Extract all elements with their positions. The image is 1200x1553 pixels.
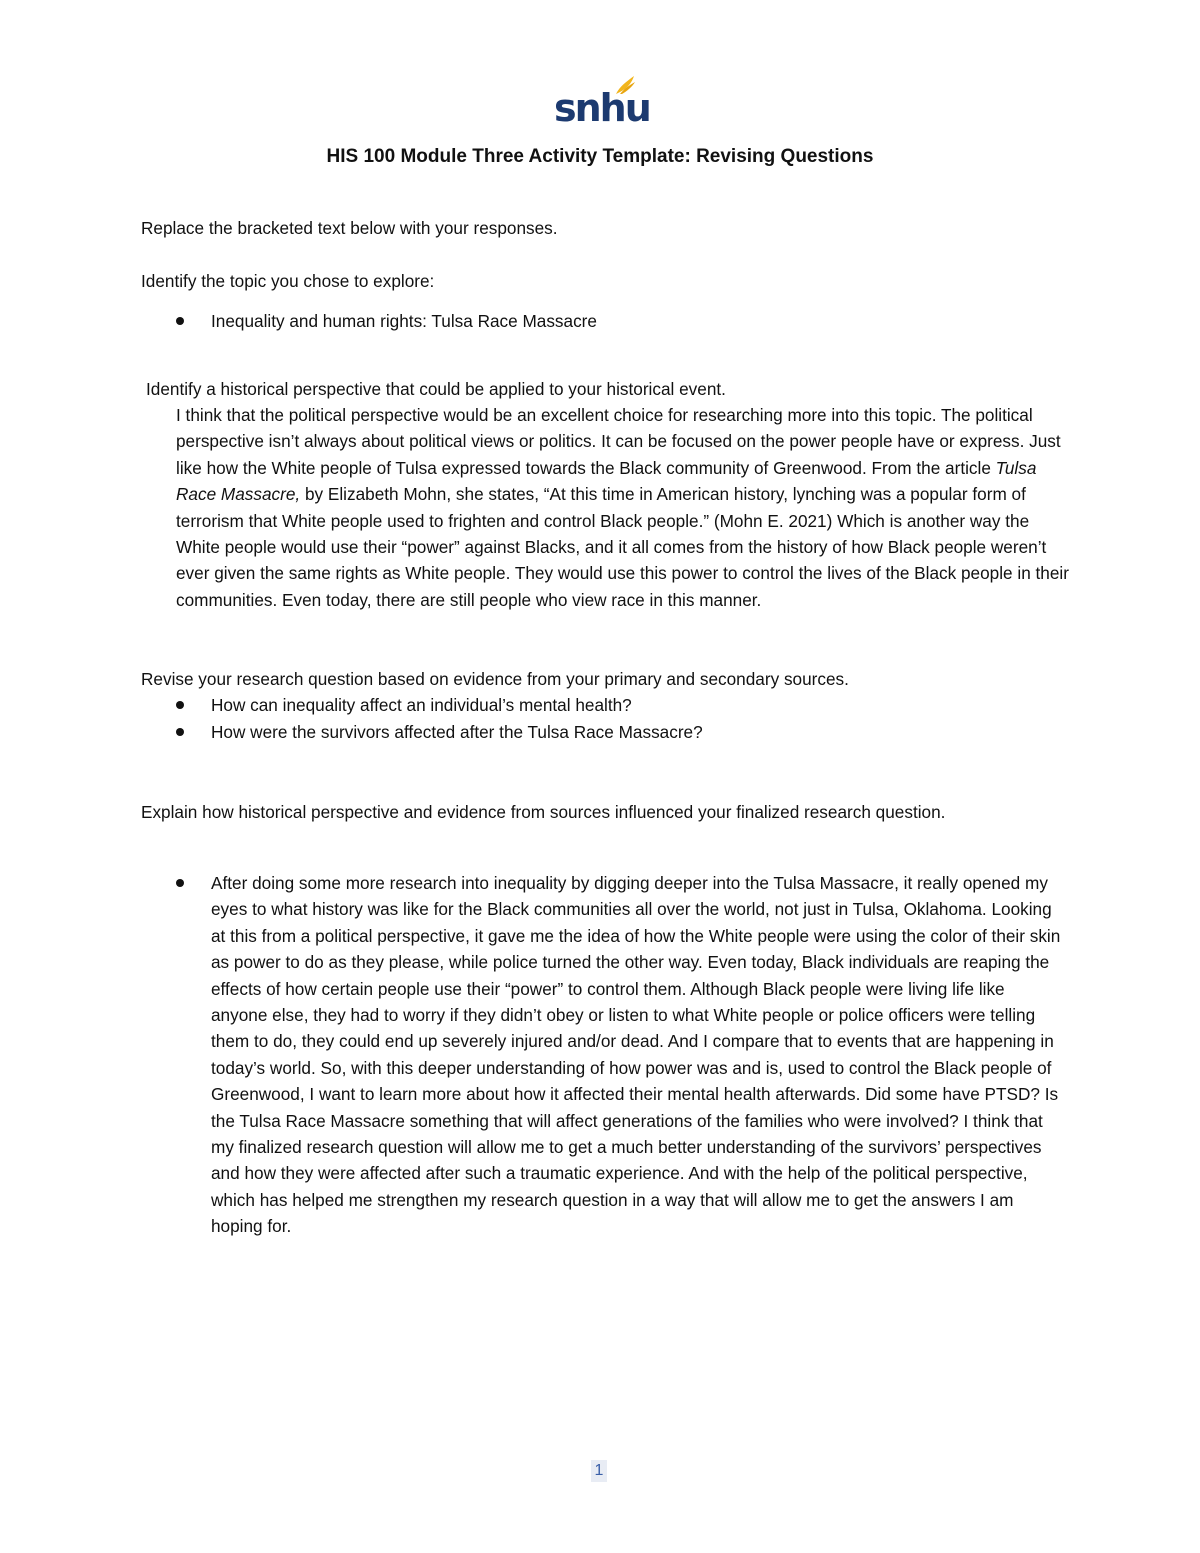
- topic-bullet: Inequality and human rights: Tulsa Race Massacre: [211, 311, 597, 331]
- article-title: Tulsa Race Massacre,: [176, 457, 1037, 505]
- revise-bullet-1: How can inequality affect an individual’s mental health?: [211, 695, 632, 715]
- perspective-prompt: Identify a historical perspective that could be applied to your historical event.: [146, 379, 726, 399]
- bullet-dot: [176, 317, 184, 325]
- perspective-response: [176, 402, 1076, 613]
- bullet-dot: [176, 728, 184, 736]
- perspective-response-text-1: I think that the political perspective would be an excellent choice for researching more into this topic. The political perspective isn’t always about political views or politics. It can be focused on the power people have or express. Just like how the White people of Tulsa expressed towards the Black community of Greenwood. From the article: [176, 405, 1061, 478]
- revise-prompt: Revise your research question based on evidence from your primary and secondary sources.: [141, 669, 849, 689]
- instruction-text: Replace the bracketed text below with your responses.: [141, 218, 558, 238]
- snhu-logo: [554, 72, 650, 132]
- explain-prompt: Explain how historical perspective and evidence from sources influenced your finalized research question.: [141, 802, 946, 822]
- revise-bullet-2: How were the survivors affected after the Tulsa Race Massacre?: [211, 722, 703, 742]
- explain-bullet: After doing some more research into inequality by digging deeper into the Tulsa Massacre, it really opened my eyes to what history was like for the Black communities all over the world, not just in Tulsa, Oklahoma. Looking at this from a political perspective, it gave me the idea of how the White people were using the color of their skin as power to do as they please, while police turned the other way. Even today, Black individuals are reaping the effects of how certain people use their “power” to control them. Although Black people were living life like anyone else, they had to worry if they didn’t obey or listen to what White people or police officers were telling them to do, they could end up severely injured and/or dead. And I compare that to events that are happening in today’s world. So, with this deeper understanding of how power was and is, used to control the Black people of Greenwood, I want to learn more about how it affected their mental health afterwards. Did some have PTSD? Is the Tulsa Race Massacre something that will affect generations of the families who were involved? I think that my finalized research question will allow me to get a much better understanding of the survivors’ perspectives and how they were affected after such a traumatic experience. And with the help of the political perspective, which has helped me strengthen my research question in a way that will allow me to get the answers I am hoping for.: [211, 873, 1061, 1237]
- page-number: 1: [591, 1460, 607, 1482]
- topic-prompt: Identify the topic you chose to explore:: [141, 271, 435, 291]
- bullet-dot: [176, 701, 184, 709]
- document-title: HIS 100 Module Three Activity Template: Revising Questions: [326, 146, 874, 167]
- bullet-dot: [176, 879, 184, 887]
- logo-wordmark: snhu: [554, 86, 650, 130]
- perspective-response-text-2: by Elizabeth Mohn, she states, “At this time in American history, lynching was a popular form of terrorism that White people used to frighten and control Black people.” (Mohn E. 2021) Which is another way the White people would use their “power” against Blacks, and it all comes from the history of how Black people weren’t ever given the same rights as White people. They would use this power to control the lives of the Black people in their communities. Even today, there are still people who view race in this manner.: [176, 484, 1069, 610]
